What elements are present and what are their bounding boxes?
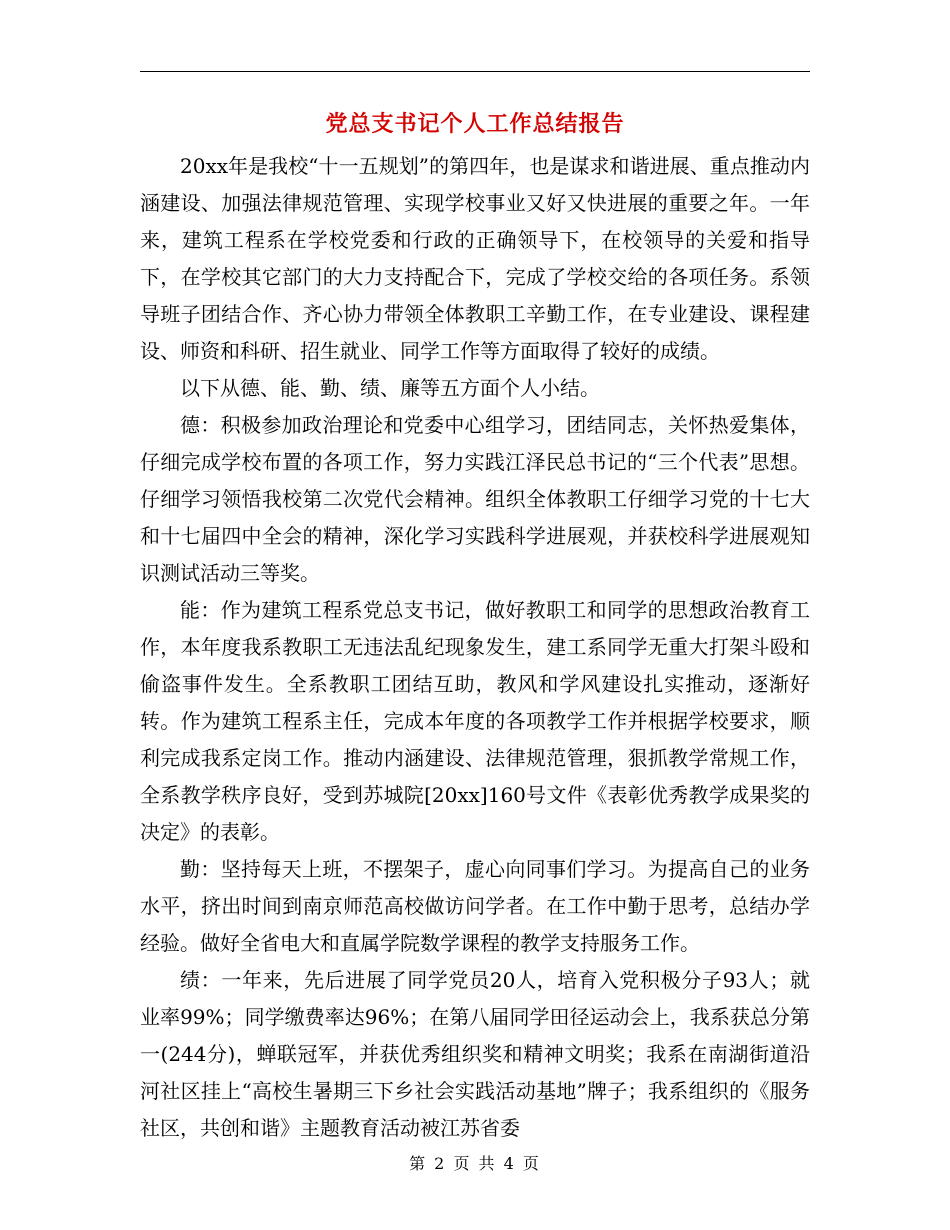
page-footer: 第 2 页 共 4 页 xyxy=(409,1154,541,1173)
paragraph-intro: 20xx年是我校“十一五规划”的第四年，也是谋求和谐进展、重点推动内涵建设、加强法律规范管理、实现学校事业又好又快进展的重要之年。一年来，建筑工程系在学校党委和行政的正确领导下，在校领导的关爱和指导下，在学校其它部门的大力支持配合下，完成了学校交给的各项任务。系领导班子团结合作、齐心协力带领全体教职工辛勤工作，在专业建设、课程建设、师资和科研、招生就业、同学工作等方面取得了较好的成绩。 xyxy=(140,154,810,363)
header-rule xyxy=(140,71,810,72)
paragraph-ji: 绩：一年来，先后进展了同学党员20人，培育入党积极分子93人；就业率99%；同学缴费率达96%；在第八届同学田径运动会上，我系获总分第一(244分)，蝉联冠军，并获优秀组织奖和精神文明奖；我系在南湖街道沿河社区挂上“高校生暑期三下乡社会实践活动基地”牌子；我系组织的《服务社区，共创和谐》主题教育活动被江苏省委 xyxy=(140,968,810,1140)
paragraph-de: 德：积极参加政治理论和党委中心组学习，团结同志，关怀热爱集体，仔细完成学校布置的各项工作，努力实践江泽民总书记的“三个代表”思想。仔细学习领悟我校第二次党代会精神。组织全体教职工仔细学习党的十七大和十七届四中全会的精神，深化学习实践科学进展观，并获校科学进展观知识测试活动三等奖。 xyxy=(140,413,810,585)
document-title: 党总支书记个人工作总结报告 xyxy=(325,111,625,137)
paragraph-neng: 能：作为建筑工程系党总支书记，做好教职工和同学的思想政治教育工作，本年度我系教职工无违法乱纪现象发生，建工系同学无重大打架斗殴和偷盗事件发生。全系教职工团结互助，教风和学风建设扎实推动，逐渐好转。作为建筑工程系主任，完成本年度的各项教学工作并根据学校要求，顺利完成我系定岗工作。推动内涵建设、法律规范管理，狠抓教学常规工作，全系教学秩序良好，受到苏城院[20xx]160号文件《表彰优秀教学成果奖的决定》的表彰。 xyxy=(140,598,810,844)
paragraph-qin: 勤：坚持每天上班，不摆架子，虚心向同事们学习。为提高自己的业务水平，挤出时间到南京师范高校做访问学者。在工作中勤于思考，总结办学经验。做好全省电大和直属学院数学课程的教学支持服务工作。 xyxy=(140,857,810,955)
paragraph-overview: 以下从德、能、勤、绩、廉等五方面个人小结。 xyxy=(180,376,600,400)
document-body xyxy=(140,148,810,1147)
